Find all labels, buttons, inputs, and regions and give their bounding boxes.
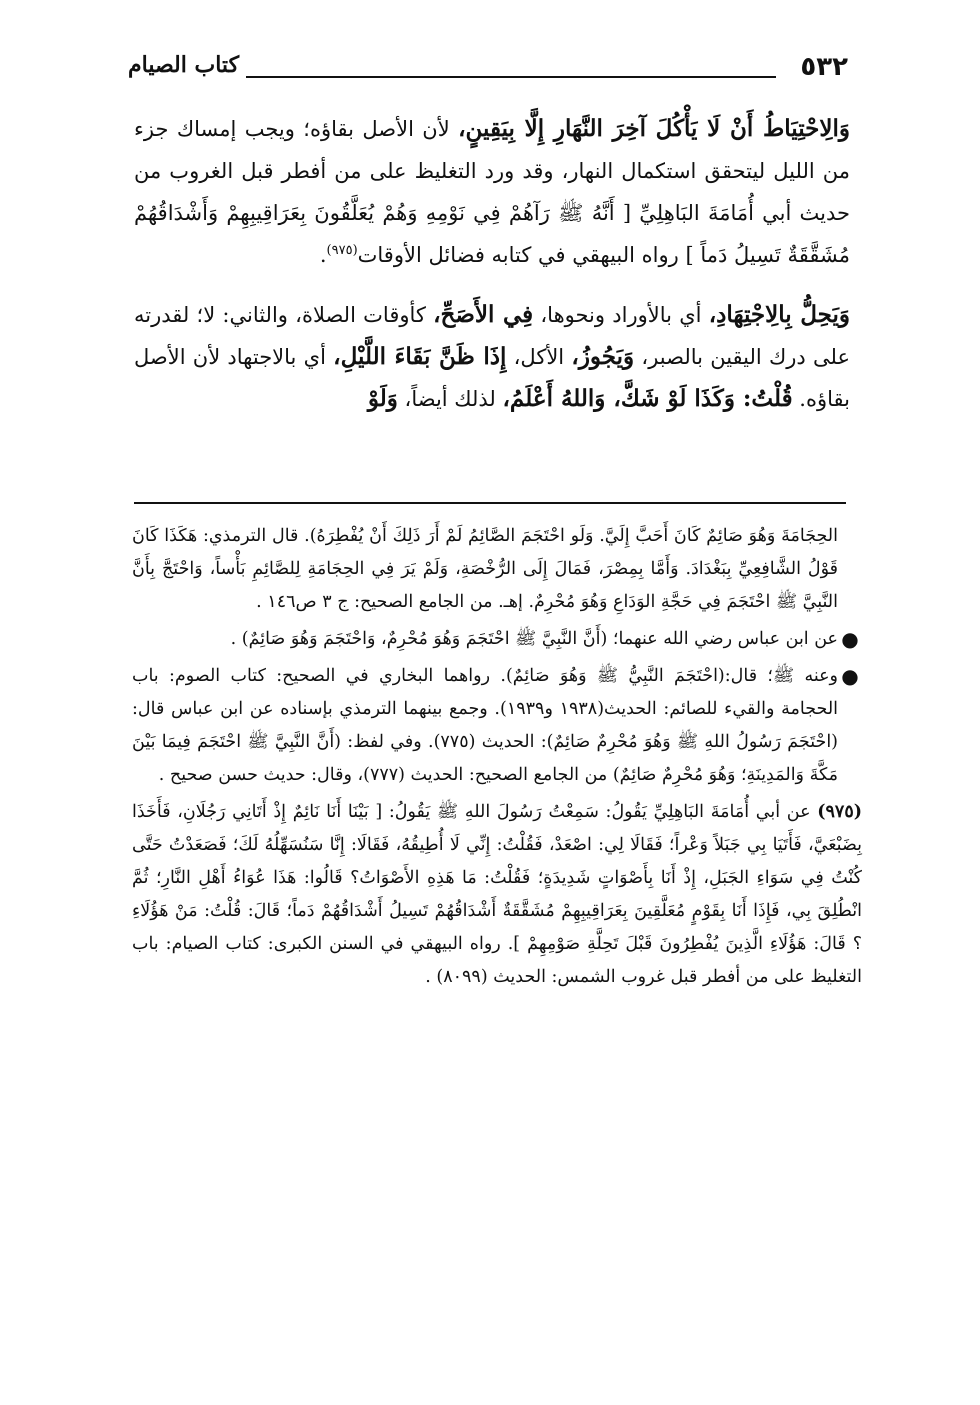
- footnote-number: (٩٧٥): [817, 802, 862, 822]
- matn-text: وَلَوْ: [367, 385, 398, 412]
- footnote-continuation: الحِجَامَةَ وَهُوَ صَائِمٌ كَانَ أَحَبَّ إِلَيَّ. وَلَو احْتَجَمَ الصَّائِمُ لَمْ أَرَ ذَلِكَ أَنْ يُفْطِرَهُ). قال الترمذي: هَكَذَا كَانَ قَوْلُ الشَّافِعِيِّ بِبَغْدَادَ. وَأَمَّا بِمِصْرَ، فَمَالَ إِلَى الرُّخْصَةِ، وَلَمْ يَرَ فِي الحِجَامَةِ لِلصَّائِمِ بَأْساً، وَاحْتَجَّ بِأَنَّ النَّبِيَّ ﷺ احْتَجَمَ فِي حَجَّةِ الوَدَاعِ وَهُوَ مُحْرِمٌ. إهـ. من الجامع الصحيح: ج ٣ ص١٤٦ .: [132, 526, 838, 612]
- paragraph-2: [134, 294, 850, 420]
- matn-text: إِذَا ظَنَّ بَقَاءَ اللَّيْلِ،: [333, 343, 507, 370]
- matn-text: وَالِاحْتِيَاطُ أَنْ لَا يَأْكُلَ آخِرَ النَّهَارِ إِلَّا بِيَقِينٍ،: [458, 115, 851, 142]
- footnote-975: [132, 796, 862, 994]
- footnote-bullet-2: [132, 660, 862, 792]
- header-rule: [246, 76, 776, 78]
- page-number: ٥٣٢: [800, 52, 848, 82]
- bullet-text: عن ابن عباس رضي الله عنهما؛ (أَنَّ النَّبِيَّ ﷺ احْتَجَمَ وَهُوَ مُحْرِمٌ، وَاحْتَجَمَ وَهُوَ صَائِمٌ) .: [230, 629, 838, 649]
- footnote-ref-975[interactable]: (٩٧٥): [326, 243, 358, 258]
- sharh-text: أي بالأوراد ونحوها،: [533, 303, 709, 327]
- footnotes-section: [132, 520, 862, 1012]
- main-text: [134, 108, 850, 438]
- paragraph-1: [134, 108, 850, 276]
- matn-text: فِي الأَصَحِّ،: [433, 301, 534, 328]
- running-title: كتاب الصيام: [128, 52, 240, 78]
- footnote-separator: [134, 502, 846, 504]
- page-header: [128, 50, 848, 90]
- matn-text: وَيَحِلُّ بِالِاجْتِهَادِ،: [708, 301, 850, 328]
- footnote-bullet-1: [132, 623, 862, 656]
- bullet-text: وعنه ﷺ؛ قال:(احْتَجَمَ النَّبِيُّ ﷺ وَهُوَ صَائِمٌ). رواهما البخاري في الصحيح: كتاب الصوم: باب الحجامة والقيء للصائم: الحديث(١٩٣٨ و١٩٣٩). وجمع بينهما الترمذي بإسناده عن ابن عباس قال: (احْتَجَمَ رَسُولُ اللهِ ﷺ وَهُوَ مُحْرِمٌ صَائِمٌ): الحديث (٧٧٥). وفي لفظ: (أَنَّ النَّبِيَّ ﷺ احْتَجَمَ فِيمَا بَيْنَ مَكَّةَ وَالمَدِينَةِ؛ وَهُوَ مُحْرِمٌ صَائِمٌ) من الجامع الصحيح: الحديث (٧٧٧)، وقال: حديث حسن صحيح .: [132, 666, 839, 785]
- sharh-text: الأكل،: [506, 345, 572, 369]
- bullet-icon: ●: [841, 627, 859, 651]
- matn-text: قُلْتُ: وَكَذَا لَوْ شَكَّ، وَاللهُ أَعْلَمُ،: [502, 385, 793, 412]
- sharh-text: كأوقات الصلاة، والثاني: لا؛ لقدرته على درك اليقين بالصبر،: [134, 303, 851, 369]
- sentence-end: .: [319, 243, 327, 267]
- sharh-text: أي بالاجتهاد لأن الأصل بقاؤه.: [134, 345, 850, 411]
- matn-text: وَيَجُوزُ،: [571, 343, 635, 370]
- sharh-text: لأن الأصل بقاؤه؛ ويجب إمساك جزء من الليل ليتحقق استكمال النهار، وقد ورد التغليظ على من أفطر قبل الغروب من حديث أبي أُمَامَةَ البَاهِلِيِّ: [134, 117, 850, 225]
- sharh-text: رواه البيهقي في كتابه فضائل الأوقات: [357, 243, 686, 267]
- bullet-icon: ●: [841, 664, 859, 688]
- sharh-text: لذلك أيضاً،: [397, 387, 503, 411]
- footnote-text: عن أبي أُمَامَةَ البَاهِلِيِّ يَقُولُ: سَمِعْتُ رَسُولَ اللهِ ﷺ يَقُولُ: [ بَيْنَا أَنَا نَائِمٌ إِذْ أَتَانِي رَجُلَانِ، فَأَخَذَا بِضَبْعَيَّ، فَأَتَيَا بِي جَبَلاً وَعْراً؛ فَقَالَا لِي: اصْعَدْ، فَقُلْتُ: إِنِّي لَا أُطِيقُهُ، فَقَالَا: إِنَّا سَنُسَهِّلُهُ لَكَ؛ فَصَعَدْتُ حَتَّى كُنْتُ فِي سَوَاءِ الجَبَلِ، إِذْ أَنَا بِأَصْوَاتٍ شَدِيدَةٍ؛ فَقُلْتُ: مَا هَذِهِ الأَصْوَاتُ؟ قَالُوا: هَذَا عُوَاءُ أَهْلِ النَّارِ؛ ثُمَّ انْطُلِقَ بِي، فَإِذَا أَنَا بِقَوْمٍ مُعَلَّقِينَ بِعَرَاقِيبِهِمْ مُشَقَّقَةٌ أَشْدَاقُهُمْ تَسِيلُ أَشْدَاقُهُمْ دَماً؛ قَالَ: قُلْتُ: مَنْ هَؤُلَاءِ ؟ قَالَ: هَؤُلَاءِ الَّذِينَ يُفْطِرُونَ قَبْلَ تَحِلَّةِ صَوْمِهِمْ ]. رواه البيهقي في السنن الكبرى: كتاب الصيام: باب التغليظ على من أفطر قبل غروب الشمس: الحديث (٨٠٩٩) .: [132, 802, 862, 987]
- hadith-quote: [ أَنَّهُ ﷺ رَآهُمْ فِي نَوْمِهِ وَهُمْ يُعَلَّقُونَ بِعَرَاقِيبِهِمْ وَأَشْدَاقُهُمْ مُشَقَّقَةٌ تَسِيلُ دَماً ]: [134, 201, 850, 267]
